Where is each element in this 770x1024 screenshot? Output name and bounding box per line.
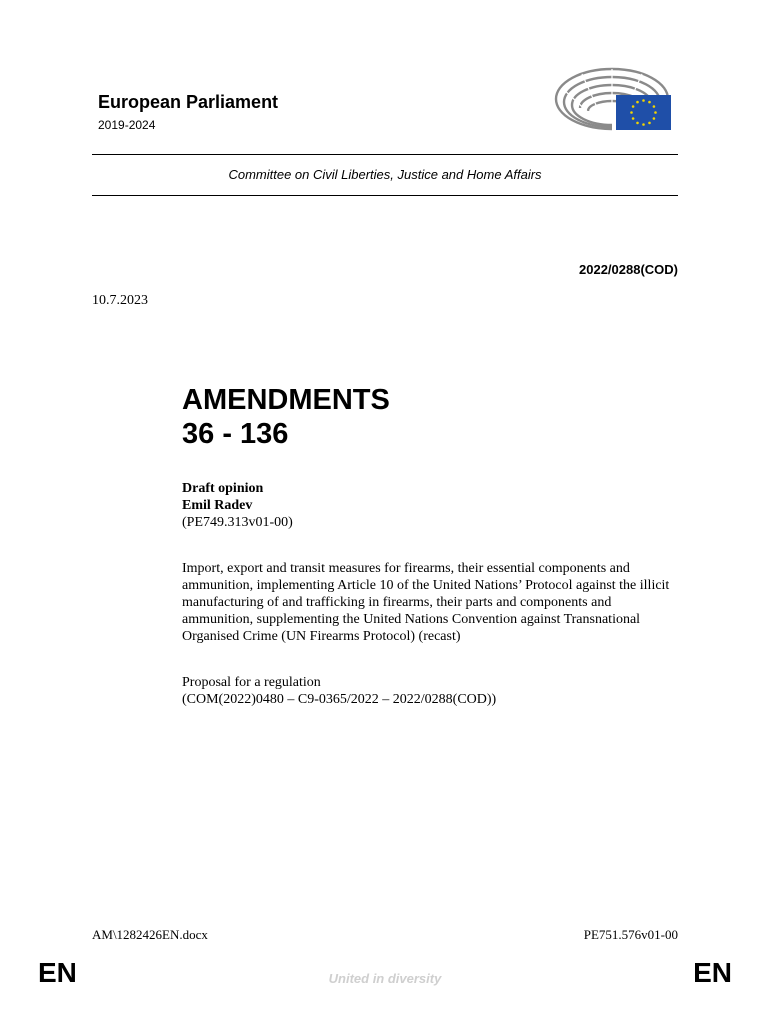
document-title [182, 383, 390, 451]
european-parliament-logo [552, 66, 672, 132]
pe-reference: PE751.576v01-00 [583, 927, 678, 942]
proposal-type: Proposal for a regulation [182, 675, 321, 690]
opinion-reference: (PE749.313v01-00) [182, 515, 293, 530]
rapporteur-name: Emil Radev [182, 498, 253, 513]
subject-text: Import, export and transit measures for firearms, their essential components and ammunition, implementing Article 10 of the United Nations’ Protocol against the illicit manufacturing of and trafficking in firearms, their parts and components and ammunition, supplementing the United Nations Convention against Transnational Organised Crime (UN Firearms Protocol) (recast) [182, 561, 670, 644]
title-line-2: 36 - 136 [182, 418, 289, 450]
header-rule-bottom [92, 195, 678, 196]
language-code-left: EN [38, 957, 77, 988]
document-date: 10.7.2023 [92, 293, 148, 308]
institution-name: European Parliament [98, 92, 279, 112]
parliamentary-term: 2019-2024 [98, 118, 156, 132]
committee-name: Committee on Civil Liberties, Justice and Home Affairs [228, 167, 542, 182]
title-line-1: AMENDMENTS [182, 384, 390, 416]
language-code-right: EN [693, 957, 732, 988]
proposal-block [182, 674, 496, 708]
procedure-number: 2022/0288(COD) [579, 262, 678, 277]
eu-motto: United in diversity [328, 971, 442, 986]
opinion-block [182, 480, 293, 531]
header-rule-top [92, 154, 678, 155]
proposal-reference: (COM(2022)0480 – C9-0365/2022 – 2022/0288(COD)) [182, 692, 497, 707]
opinion-type: Draft opinion [182, 481, 264, 496]
file-reference: AM\1282426EN.docx [92, 927, 208, 942]
